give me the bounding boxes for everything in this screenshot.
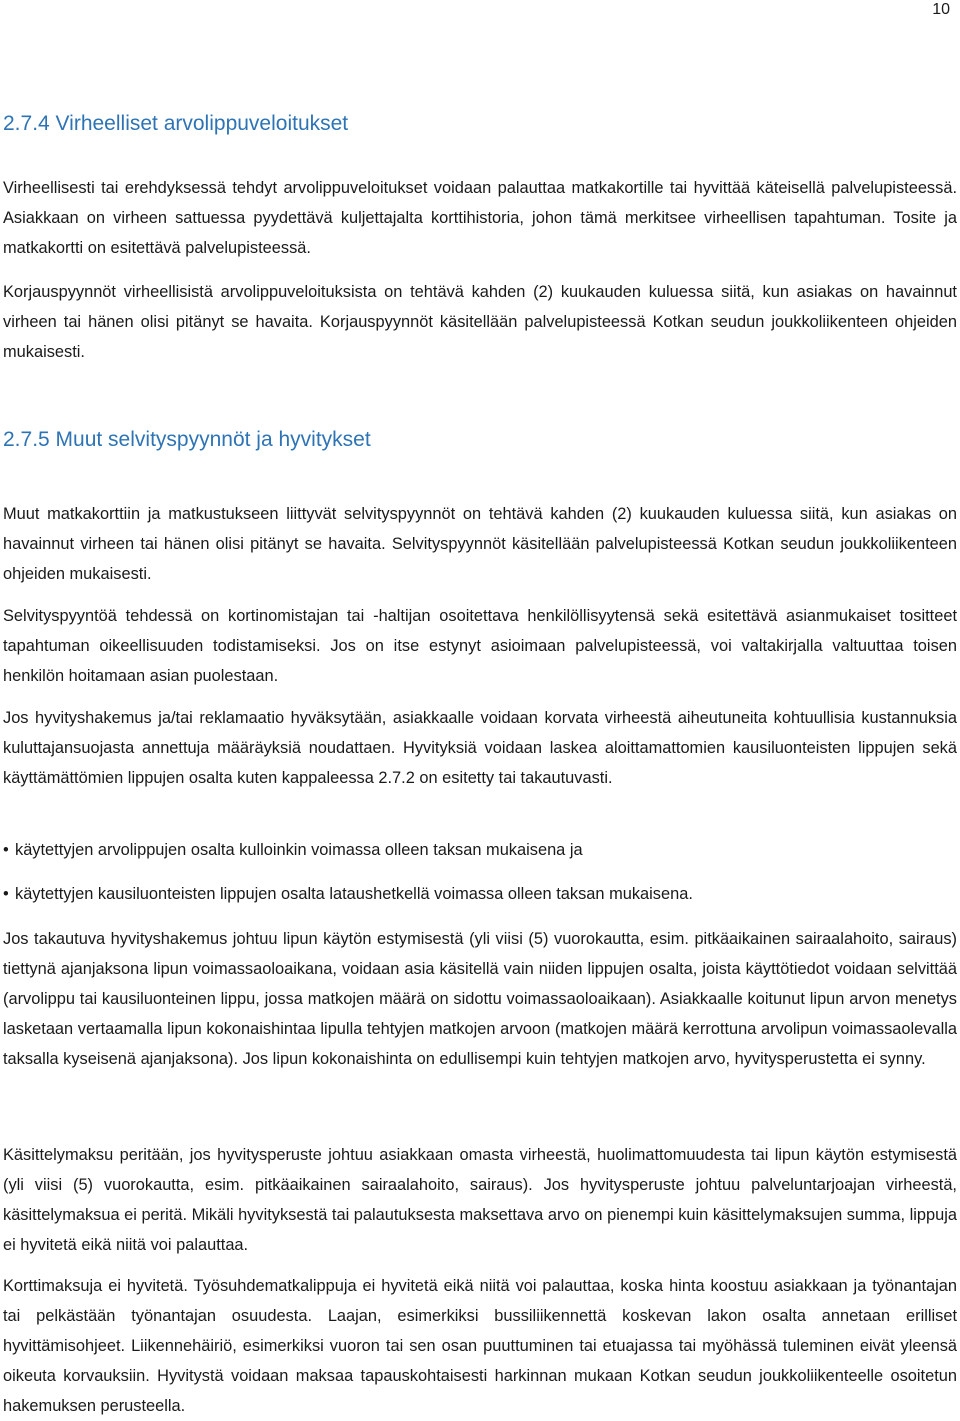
section-heading-2-7-5: 2.7.5 Muut selvityspyynnöt ja hyvitykset <box>3 428 371 451</box>
paragraph: Selvityspyyntöä tehdessä on kortinomistajan tai -haltijan osoitettava henkilöllisyytensä sekä esitettävä asianmukaiset tositteet tapahtuman oikeellisuuden todistamiseksi. Jos on itse estynyt asioimaan palvelupisteessä, voi valtakirjalla valtuuttaa toisen henkilön hoitamaan asian puolestaan. <box>3 607 957 685</box>
bullet-text: käytettyjen kausiluonteisten lippujen osalta lataushetkellä voimassa olleen taksan mukaisena. <box>15 885 693 903</box>
paragraph: Jos hyvityshakemus ja/tai reklamaatio hyväksytään, asiakkaalle voidaan korvata virheestä aiheutuneita kohtuullisia kustannuksia kuluttajansuojasta annettuja määräyksiä noudattaen. Hyvityksiä voidaan laskea aloittamattomien kausiluonteisten lippujen sekä käyttämättömien lippujen osalta kuten kappaleessa 2.7.2 on esitetty tai takautuvasti. <box>3 709 957 787</box>
bullet-text: käytettyjen arvolippujen osalta kulloinkin voimassa olleen taksan mukaisena ja <box>15 841 583 859</box>
paragraph: Käsittelymaksu peritään, jos hyvitysperuste johtuu asiakkaan omasta virheestä, huolimattomuudesta tai lipun käytön estymisestä (yli viisi (5) vuorokautta, esim. pitkäaikainen sairaalahoito, sairaus). Jos hyvitysperuste johtuu palveluntarjoajan virheestä, käsittelymaksua ei peritä. Mikäli hyvityksestä tai palautuksesta maksettava arvo on pienempi kuin käsittelymaksujen summa, lippuja ei hyvitetä eikä niitä voi palauttaa. <box>3 1146 957 1254</box>
paragraph: Korttimaksuja ei hyvitetä. Työsuhdematkalippuja ei hyvitetä eikä niitä voi palauttaa, koska hinta koostuu asiakkaan ja työnantajan tai pelkästään työnantajan osuudesta. Laajan, esimerkiksi bussiliikennettä koskevan lakon osalta annetaan erilliset hyvittämisohjeet. Liikennehäiriö, esimerkiksi vuoron tai sen osan puuttuminen tai etuajassa tai myöhässä tuleminen eivät yleensä oikeuta korvauksiin. Hyvitystä voidaan maksaa tapauskohtaisesti harkinnan mukaan Kotkan seudun joukkoliikenteelle osoitetun hakemuksen perusteella. <box>3 1277 957 1415</box>
bullet-item <box>3 879 957 909</box>
paragraph: Jos takautuva hyvityshakemus johtuu lipun käytön estymisestä (yli viisi (5) vuorokautta, esim. pitkäaikainen sairaalahoito, sairaus) tiettynä ajanjaksona lipun voimassaoloaikana, voidaan asia käsitellä vain niiden lippujen osalta, joista käyttötiedot voidaan selvittää (arvolippu tai kausiluonteinen lippu, jossa matkojen määrä on sidottu voimassaoloaikaan). Asiakkaalle koitunut lipun arvon menetys lasketaan vertaamalla lipun kokonaishintaa lipulla tehtyjen matkojen arvoon (matkojen määrä kerrottuna arvolipun voimassaolevalla taksalla kyseisenä ajanjaksona). Jos lipun kokonaishinta on edullisempi kuin tehtyjen matkojen arvo, hyvitysperustetta ei synny. <box>3 930 957 1068</box>
page-number: 10 <box>932 1 950 18</box>
paragraph: Virheellisesti tai erehdyksessä tehdyt arvolippuveloitukset voidaan palauttaa matkakortille tai hyvittää käteisellä palvelupisteessä. Asiakkaan on virheen sattuessa pyydettävä kuljettajalta korttihistoria, johon tämä merkitsee virheellisen tapahtuman. Tosite ja matkakortti on esitettävä palvelupisteessä. <box>3 179 957 257</box>
paragraph: Korjauspyynnöt virheellisistä arvolippuveloituksista on tehtävä kahden (2) kuukauden kuluessa siitä, kun asiakas on havainnut virheen tai hänen olisi pitänyt se havaita. Korjauspyynnöt käsitellään palvelupisteessä Kotkan seudun joukkoliikenteen ohjeiden mukaisesti. <box>3 283 957 361</box>
bullet-dot-icon: • <box>3 841 9 859</box>
paragraph: Muut matkakorttiin ja matkustukseen liittyvät selvityspyynnöt on tehtävä kahden (2) kuukauden kuluessa siitä, kun asiakas on havainnut virheen tai hänen olisi pitänyt se havaita. Selvityspyynnöt käsitellään palvelupisteessä Kotkan seudun joukkoliikenteen ohjeiden mukaisesti. <box>3 505 957 583</box>
bullet-item <box>3 835 957 865</box>
bullet-dot-icon: • <box>3 885 9 903</box>
section-heading-2-7-4: 2.7.4 Virheelliset arvolippuveloitukset <box>3 112 349 135</box>
